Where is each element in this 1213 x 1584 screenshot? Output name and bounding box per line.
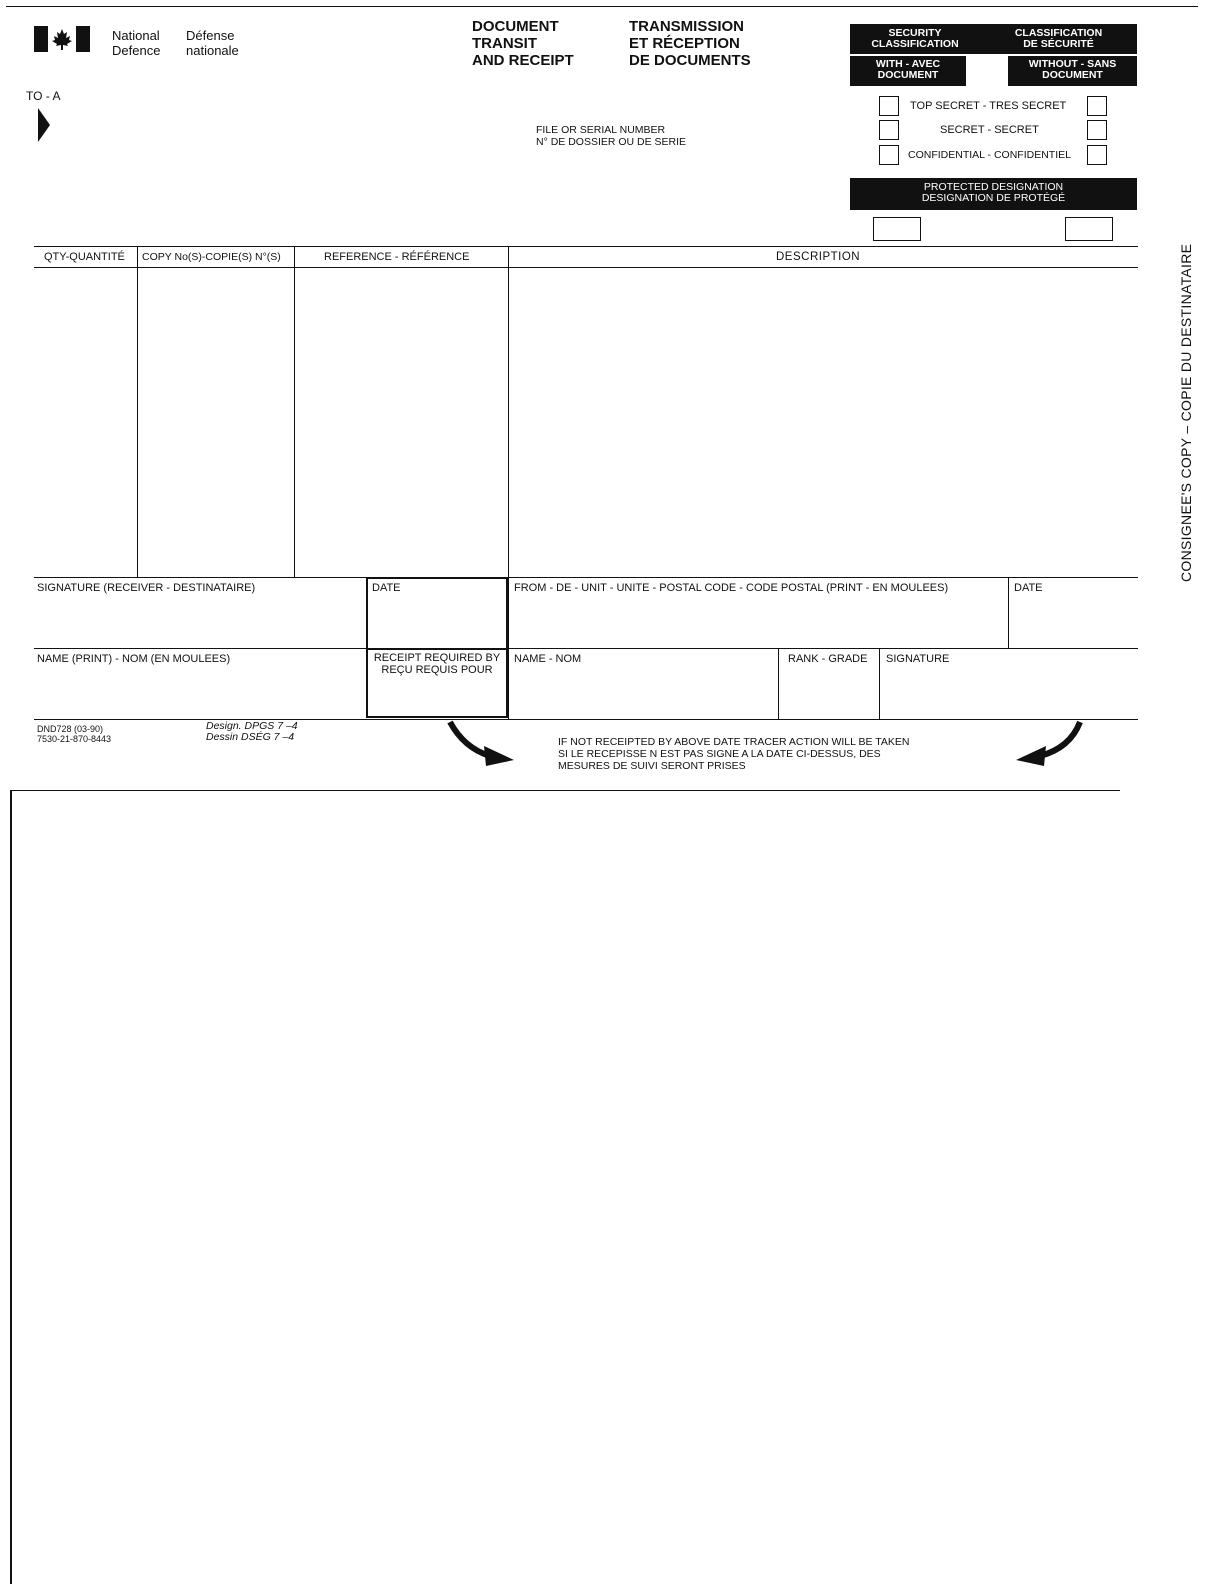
receiver-signature-label: SIGNATURE (RECEIVER - DESTINATAIRE) bbox=[37, 582, 256, 594]
form-title-fr: TRANSMISSION ET RÉCEPTION DE DOCUMENTS bbox=[629, 18, 751, 69]
curved-arrow-left-icon bbox=[1012, 720, 1084, 766]
file-number-label: FILE OR SERIAL NUMBER N° DE DOSSIER OU DE SERIE bbox=[536, 124, 687, 148]
reference-header: REFERENCE - RÉFÉRENCE bbox=[324, 251, 470, 263]
protected-with-box[interactable] bbox=[873, 217, 921, 241]
security-classification-header-en: SECURITY CLASSIFICATION bbox=[850, 24, 980, 54]
description-column-field[interactable] bbox=[509, 268, 1137, 576]
receipt-required-field[interactable] bbox=[370, 678, 504, 714]
to-label: TO - A bbox=[26, 89, 61, 103]
from-unit-field[interactable] bbox=[512, 596, 1004, 646]
without-document-header: WITHOUT - SANS DOCUMENT bbox=[1008, 56, 1137, 86]
qty-header: QTY-QUANTITÉ bbox=[44, 251, 125, 263]
file-number-field[interactable] bbox=[536, 152, 826, 202]
reference-column-field[interactable] bbox=[295, 268, 507, 576]
tracer-notice: IF NOT RECEIPTED BY ABOVE DATE TRACER ACTION WILL BE TAKEN SI LE RECEPISSE N EST PAS SIGNE A LA DATE CI-DESSUS, DES MESURES DE SUIVI SERONT PRISES bbox=[558, 736, 910, 772]
date-label-1: DATE bbox=[372, 582, 401, 594]
secret-with-checkbox[interactable] bbox=[879, 120, 899, 140]
secret-label: SECRET - SECRET bbox=[940, 124, 1039, 136]
secret-without-checkbox[interactable] bbox=[1087, 120, 1107, 140]
date-field-1[interactable] bbox=[370, 596, 504, 644]
signature-label: SIGNATURE bbox=[886, 653, 950, 665]
confidential-without-checkbox[interactable] bbox=[1087, 145, 1107, 165]
description-header: DESCRIPTION bbox=[776, 251, 861, 263]
table-bottom-line bbox=[34, 577, 1138, 578]
form-title-en: DOCUMENT TRANSIT AND RECEIPT bbox=[472, 18, 574, 69]
protected-designation-header: PROTECTED DESIGNATION DESIGNATION DE PROTÉGÉ bbox=[850, 178, 1137, 210]
top-border-line bbox=[6, 6, 1198, 7]
top-secret-without-checkbox[interactable] bbox=[1087, 96, 1107, 116]
org-name-fr: Défense nationale bbox=[186, 28, 239, 58]
date2-divider bbox=[1008, 577, 1009, 648]
arrow-right-icon bbox=[38, 108, 50, 142]
table-top-line bbox=[34, 246, 1138, 247]
top-secret-label: TOP SECRET - TRES SECRET bbox=[910, 100, 1067, 112]
name-print-label: NAME (PRINT) - NOM (EN MOULEES) bbox=[37, 653, 231, 665]
canada-flag-icon bbox=[34, 26, 90, 52]
consignee-copy-label: CONSIGNEE'S COPY – COPIE DU DESTINATAIRE bbox=[1178, 243, 1194, 582]
rank-label: RANK - GRADE bbox=[788, 653, 868, 665]
signature-divider bbox=[879, 648, 880, 719]
name-print-field[interactable] bbox=[36, 667, 362, 717]
date-label-2: DATE bbox=[1014, 582, 1043, 594]
qty-column-field[interactable] bbox=[35, 268, 136, 576]
date-box-divider bbox=[366, 648, 508, 650]
confidential-label: CONFIDENTIAL - CONFIDENTIEL bbox=[908, 149, 1071, 161]
from-left-border bbox=[508, 577, 509, 719]
with-document-header: WITH - AVEC DOCUMENT bbox=[850, 56, 966, 86]
from-unit-label: FROM - DE - UNIT - UNITE - POSTAL CODE - CODE POSTAL (PRINT - EN MOULEES) bbox=[514, 582, 949, 594]
left-margin-line bbox=[10, 790, 12, 1584]
name-nom-field[interactable] bbox=[512, 667, 774, 717]
copy-header: COPY No(S)-COPIE(S) N°(S) bbox=[142, 251, 281, 263]
design-credit: Design. DPGS 7 –4 Dessin DSÉG 7 –4 bbox=[206, 720, 298, 743]
to-address-field[interactable] bbox=[56, 100, 476, 210]
rank-field[interactable] bbox=[780, 667, 876, 717]
copy-column-field[interactable] bbox=[138, 268, 293, 576]
protected-without-box[interactable] bbox=[1065, 217, 1113, 241]
org-name-en: National Defence bbox=[112, 28, 161, 58]
signature-field[interactable] bbox=[882, 667, 1136, 717]
form-number: DND728 (03-90) 7530-21-870-8443 bbox=[37, 724, 112, 744]
name-nom-label: NAME - NOM bbox=[514, 653, 582, 665]
receipt-required-label: RECEIPT REQUIRED BY REÇU REQUIS POUR bbox=[373, 652, 501, 676]
date-field-2[interactable] bbox=[1010, 596, 1136, 646]
perforation-line bbox=[10, 790, 1120, 791]
rank-divider bbox=[778, 648, 779, 719]
lower-bottom-line bbox=[34, 719, 1138, 720]
mid-divider-line bbox=[34, 648, 1138, 649]
top-secret-with-checkbox[interactable] bbox=[879, 96, 899, 116]
curved-arrow-right-icon bbox=[446, 720, 516, 766]
confidential-with-checkbox[interactable] bbox=[879, 145, 899, 165]
security-classification-header-fr: CLASSIFICATION DE SÉCURITÉ bbox=[980, 24, 1137, 54]
receiver-signature-field[interactable] bbox=[36, 596, 362, 646]
